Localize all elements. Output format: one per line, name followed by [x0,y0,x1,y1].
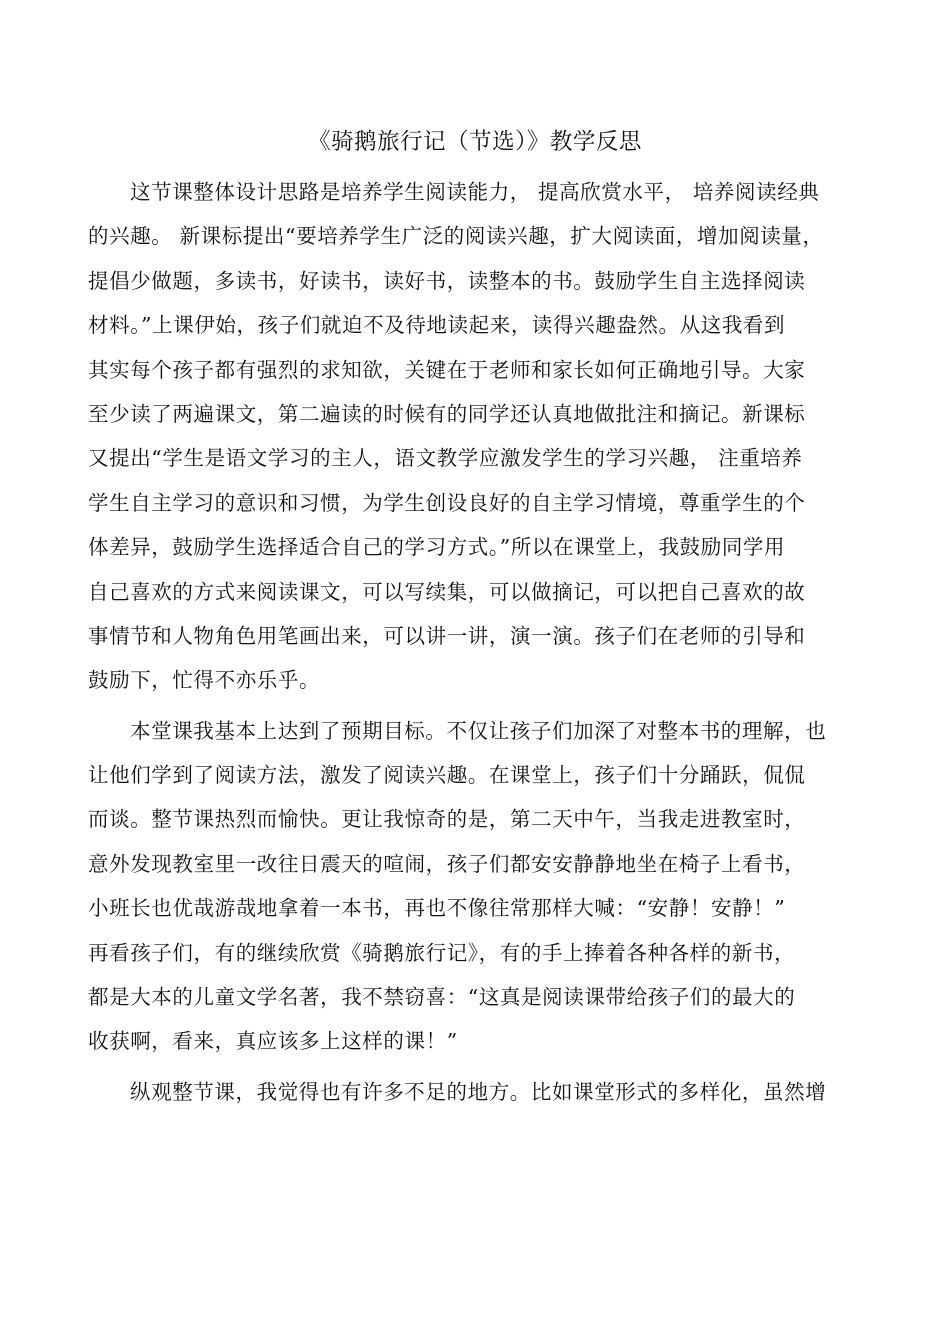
document-title: 《骑鹅旅行记（节选）》教学反思 [308,129,642,155]
paragraph-1 [88,170,864,703]
paragraph-line: 事情节和人物角色用笔画出来，可以讲一讲，演一演。孩子们在老师的引导和 [88,623,806,648]
paragraph-2 [88,709,864,1064]
paragraph-line: 学生自主学习的意识和习惯，为学生创设良好的自主学习情境，尊重学生的个 [88,490,806,515]
paragraph-line: 让他们学到了阅读方法，激发了阅读兴趣。在课堂上，孩子们十分踊跃，侃侃 [88,763,806,788]
paragraph-line: 收获啊，看来，真应该多上这样的课！” [88,1029,458,1054]
paragraph-line: 提倡少做题，多读书，好读书，读好书，读整本的书。鼓励学生自主选择阅读 [88,268,806,293]
paragraph-line: 再看孩子们，有的继续欣赏《骑鹅旅行记》，有的手上捧着各种各样的新书， [88,940,796,965]
paragraph-line: 至少读了两遍课文，第二遍读的时候有的同学还认真地做批注和摘记。新课标 [88,401,806,426]
paragraph-line: 又提出“学生是语文学习的主人，语文教学应激发学生的学习兴趣， 注重培养 [88,446,803,471]
paragraph-line: 本堂课我基本上达到了预期目标。不仅让孩子们加深了对整本书的理解，也 [130,718,827,743]
paragraph-line: 的兴趣。 新课标提出“要培养学生广泛的阅读兴趣，扩大阅读面，增加阅读量， [88,224,824,249]
paragraph-line: 自己喜欢的方式来阅读课文，可以写续集，可以做摘记，可以把自己喜欢的故 [88,579,806,604]
paragraph-line: 这节课整体设计思路是培养学生阅读能力， 提高欣赏水平， 培养阅读经典 [130,180,820,204]
paragraph-line: 小班长也优哉游哉地拿着一本书，再也不像往常那样大喊：“安静！安静！” [88,896,786,921]
paragraph-line: 纵观整节课，我觉得也有许多不足的地方。比如课堂形式的多样化，虽然增 [130,1079,827,1104]
paragraph-line: 都是大本的儿童文学名著，我不禁窃喜：“这真是阅读课带给孩子们的最大的 [88,985,796,1010]
paragraph-line: 体差异，鼓励学生选择适合自己的学习方式。”所以在课堂上，我鼓励同学用 [88,535,786,560]
paragraph-line: 其实每个孩子都有强烈的求知欲，关键在于老师和家长如何正确地引导。大家 [88,357,806,382]
paragraph-line: 材料。”上课伊始，孩子们就迫不及待地读起来，读得兴趣盎然。从这我看到 [88,313,786,338]
paragraph-3 [88,1070,864,1114]
document-body [88,170,864,1114]
paragraph-line: 而谈。整节课热烈而愉快。更让我惊奇的是，第二天中午，当我走进教室时， [88,807,806,832]
paragraph-line: 意外发现教室里一改往日震天的喧闹，孩子们都安安静静地坐在椅子上看书， [88,851,806,876]
paragraph-line: 鼓励下，忙得不亦乐乎。 [88,668,321,693]
